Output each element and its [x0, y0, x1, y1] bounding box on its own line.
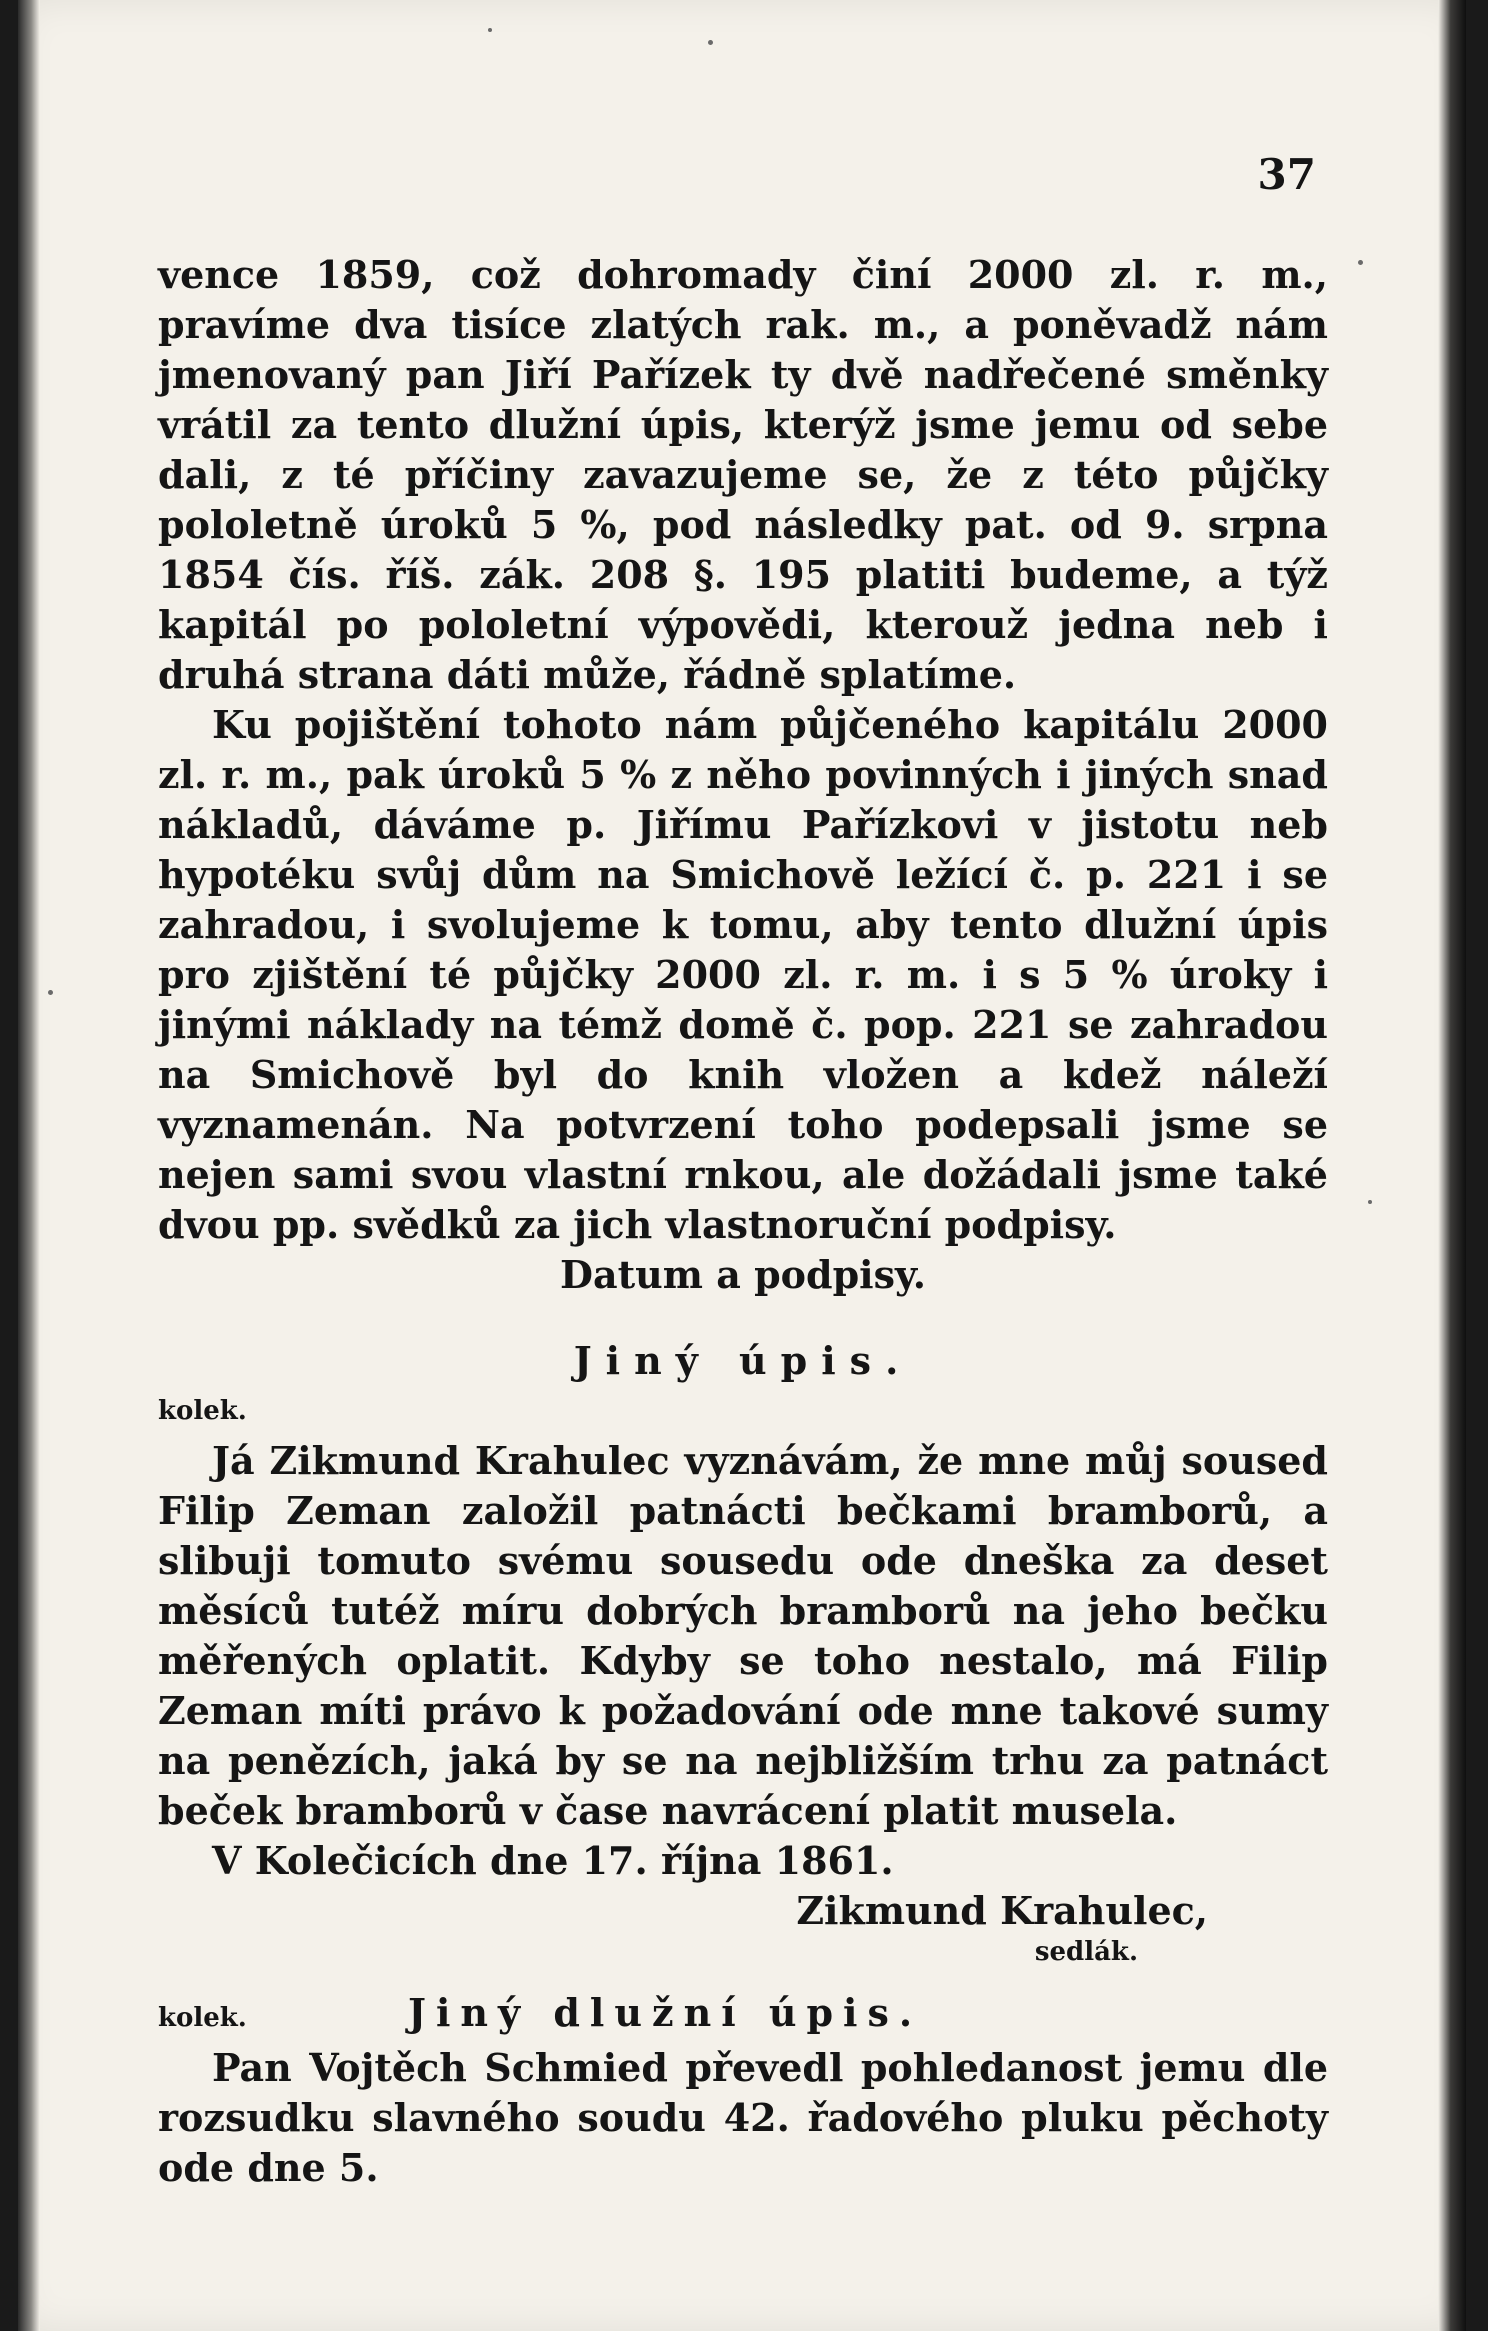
heading-jiny-dluzni-upis: Jiný dlužní úpis.	[408, 1990, 923, 2035]
page-text	[158, 250, 1328, 2193]
speck	[1358, 260, 1363, 265]
paragraph-2: Ku pojištění tohoto nám půjčeného kapitálu 2000 zl. r. m., pak úroků 5 % z něho povinných i jiných snad nákladů, dáváme p. Jiřímu Pařízkovi v jistotu neb hypotéku svůj dům na Smichově ležící č. p. 221 i se zahradou, i svolujeme k tomu, aby tento dlužní úpis pro zjištění té půjčky 2000 zl. r. m. i s 5 % úroky i jinými náklady na témž domě č. pop. 221 se zahradou na Smichově byl do knih vložen a kdež náleží vyznamenán. Na potvrzení toho podepsali jsme se nejen sami svou vlastní rnkou, ale dožádali jsme také dvou pp. svědků za jich vlastnoruční podpisy.	[158, 702, 1328, 1247]
place-date: V Kolečicích dne 17. října 1861.	[212, 1838, 894, 1883]
stamp-label-2: kolek.	[158, 2003, 247, 2033]
signature-role: sedlák.	[1034, 1937, 1138, 1967]
speck	[708, 40, 713, 45]
scanned-page	[18, 0, 1466, 2331]
stamp-label-1: kolek.	[158, 1396, 247, 1426]
datum-line: Datum a podpisy.	[560, 1252, 926, 1297]
paragraph-4: Pan Vojtěch Schmied převedl pohledanost jemu dle rozsudku slavného soudu 42. řadového pluku pěchoty ode dne 5.	[158, 2045, 1328, 2190]
page-number: 37	[1257, 150, 1316, 199]
speck	[488, 28, 492, 32]
signature-name: Zikmund Krahulec,	[796, 1888, 1208, 1933]
speck	[48, 990, 53, 995]
heading-row-2	[158, 1988, 1328, 2043]
paragraph-1: vence 1859, což dohromady činí 2000 zl. r. m., pravíme dva tisíce zlatých rak. m., a poněvadž nám jmenovaný pan Jiří Pařízek ty dvě nadřečené směnky vrátil za tento dlužní úpis, kterýž jsme jemu od sebe dali, z té příčiny zavazujeme se, že z této půjčky pololetně úroků 5 %, pod následky pat. od 9. srpna 1854 čís. říš. zák. 208 §. 195 platiti budeme, a týž kapitál po pololetní výpovědi, kterouž jedna neb i druhá strana dáti může, řádně splatíme.	[158, 252, 1328, 697]
page-edge-left	[18, 0, 40, 2331]
page-edge-right	[1438, 0, 1466, 2331]
paragraph-3: Já Zikmund Krahulec vyznávám, že mne můj soused Filip Zeman založil patnácti bečkami bramborů, a slibuji tomuto svému sousedu ode dneška za deset měsíců tutéž míru dobrých bramborů na jeho bečku měřených oplatit. Kdyby se toho nestalo, má Filip Zeman míti právo k požadování ode mne takové sumy na penězích, jaká by se na nejbližším trhu za patnáct beček bramborů v čase navrácení platit musela.	[158, 1438, 1328, 1833]
heading-jiny-upis: Jiný úpis.	[573, 1338, 913, 1383]
speck	[1368, 1200, 1372, 1204]
